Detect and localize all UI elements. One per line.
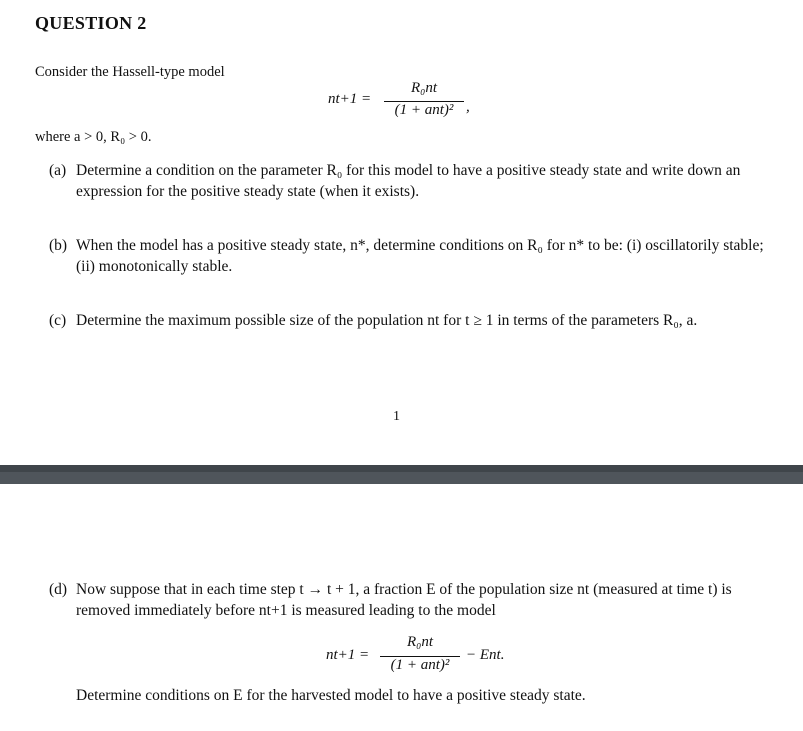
part-d-text: Now suppose that in each time step t → t + 1, a fraction E of the population size nt (measured at time t) is removed immediately before nt+1 is measured leading to the model [76,581,732,619]
part-b-label: (b) [49,237,68,254]
part-b-text: When the model has a positive steady state, n*, determine conditions on R₀ for n* to be: (i) oscillatorily stable; (ii) monotonically stable. [76,237,764,275]
harvest-tail: − Ent. [466,647,505,663]
harvest-denominator: (1 + ant)² [390,657,450,673]
harvest-lhs: nt+1 = [326,647,370,663]
where-clause: where a > 0, R₀ > 0. [35,129,152,145]
part-a-label: (a) [49,162,67,179]
model-tail: , [466,99,470,115]
model-lhs: nt+1 = [328,91,372,107]
question-heading: QUESTION 2 [35,13,147,33]
part-c-text: Determine the maximum possible size of the population nt for t ≥ 1 in terms of the parameters R₀, a. [76,312,698,329]
intro-text: Consider the Hassell-type model [35,64,225,80]
model-numerator: R₀nt [410,80,438,96]
harvest-numerator: R₀nt [406,634,434,650]
page-number: 1 [393,409,400,424]
part-a-text: Determine a condition on the parameter R₀ for this model to have a positive steady state and write down an expression for the positive steady state (when it exists). [76,162,741,200]
part-c-label: (c) [49,312,67,329]
part-d-label: (d) [49,581,68,598]
model-denominator: (1 + ant)² [394,102,454,118]
part-d-closing: Determine conditions on E for the harvested model to have a positive steady state. [76,687,586,704]
